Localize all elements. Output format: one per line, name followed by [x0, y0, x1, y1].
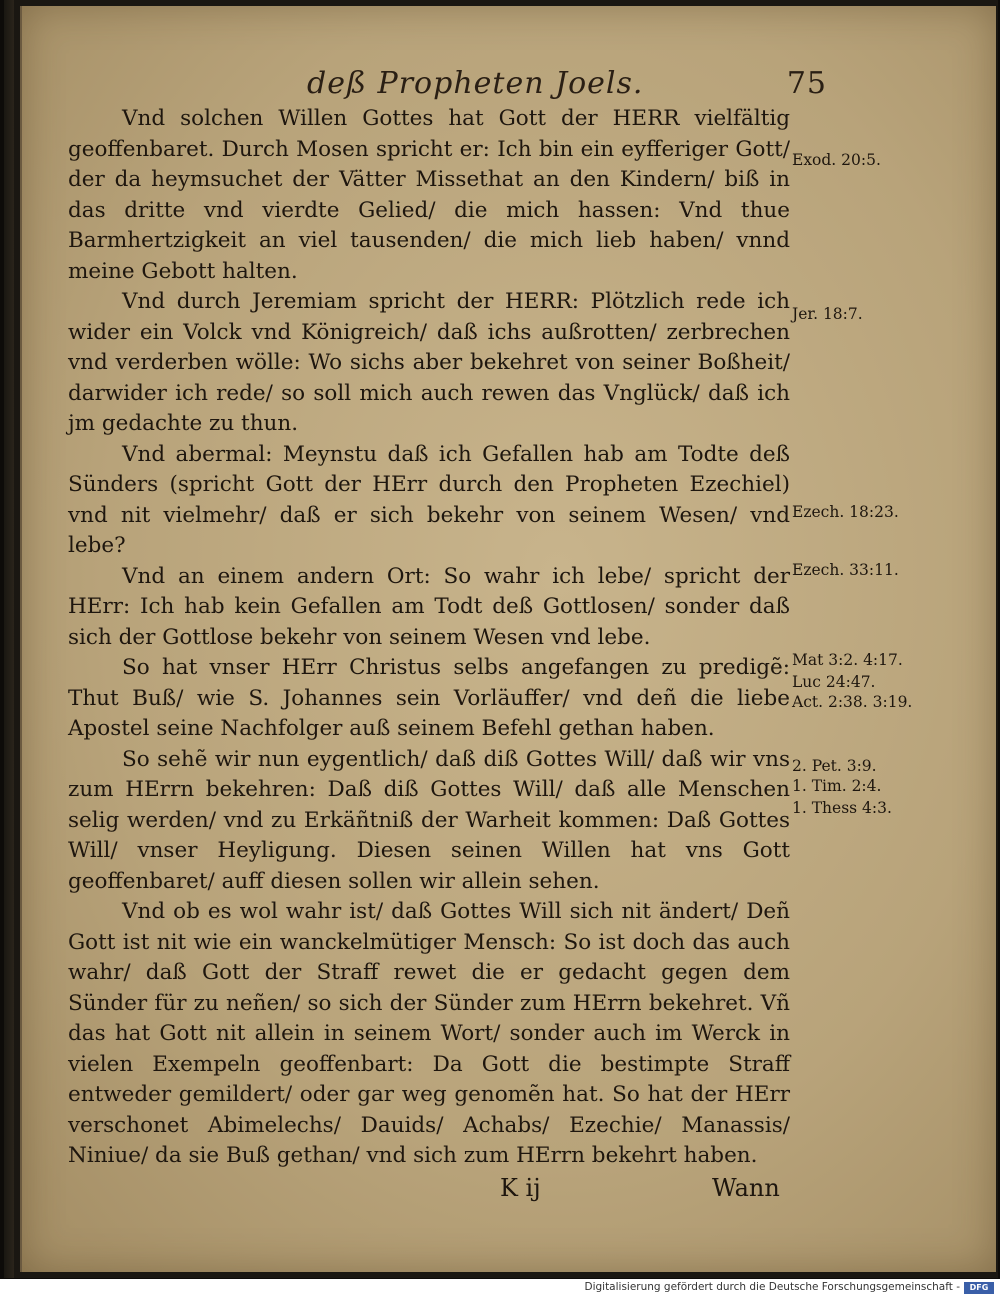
- paragraph: Vnd an einem andern Ort: So wahr ich lebe/ spricht der HErr: Ich hab kein Gefallen am Todt deß Gottlosen/ sonder daß sich der Gottlose bekehr von seinem Wesen vnd lebe.: [68, 563, 790, 650]
- catchword: Wann: [712, 1174, 780, 1202]
- paragraph: So sehẽ wir nun eygentlich/ daß diß Gottes Will/ daß wir vns zum HErrn bekehren: Daß diß Gottes Will/ daß alle Menschen selig werden/ vnd zu Erkäñtniß der Warheit kommen: Daß Gottes Will/ vnser Heyligung. Diesen seinen Willen hat vns Gott geoffenbaret/ auff diesen sollen wir allein sehen.: [68, 746, 790, 894]
- marginal-reference: 2. Pet. 3:9.: [792, 757, 877, 775]
- funding-credit: Digitalisierung gefördert durch die Deutsche Forschungsgemeinschaft -: [584, 1281, 960, 1293]
- marginal-reference: Ezech. 33:11.: [792, 561, 899, 579]
- paragraph: Vnd solchen Willen Gottes hat Gott der HERR vielfältig geoffenbaret. Durch Mosen spricht er: Ich bin ein eyfferiger Gott/ der da heymsuchet der Vätter Missethat an den Kindern/ biß in das dritte vnd vierdte Gelied/ die mich hassen: Vnd thue Barmhertzigkeit an viel tausenden/ die mich lieb haben/ vnnd meine Gebott halten.: [68, 106, 790, 284]
- digitization-footer: [0, 1279, 1000, 1297]
- running-title: deß Propheten Joels.: [307, 66, 644, 101]
- marginal-reference: Act. 2:38. 3:19.: [792, 693, 913, 711]
- paragraph: Vnd ob es wol wahr ist/ daß Gottes Will sich nit ändert/ Deñ Gott ist nit wie ein wanckelmütiger Mensch: So ist doch das auch wahr/ daß Gott der Straff rewet die er gedacht gegen dem Sünder für zu neñen/ so sich der Sünder zum HErrn bekehret. Vñ das hat Gott nit allein in seinem Wort/ sonder auch im Werck in vielen Exempeln geoffenbart: Da Gott die bestimpte Straff entweder gemildert/ oder gar weg genomẽn hat. So hat der HErr verschonet Abimelechs/ Dauids/ Achabs/ Ezechie/ Manassis/ Niniue/ da sie Buß gethan/ vnd sich zum HErrn bekehrt haben.: [68, 899, 790, 1168]
- marginal-reference: 1. Tim. 2:4.: [792, 777, 882, 795]
- marginal-reference: Luc 24:47.: [792, 673, 876, 691]
- marginal-reference: 1. Thess 4:3.: [792, 799, 892, 817]
- marginal-reference: Jer. 18:7.: [792, 305, 863, 323]
- paragraph: So hat vnser HErr Christus selbs angefangen zu predigẽ: Thut Buß/ wie S. Johannes sein Vorläuffer/ vnd deñ die liebe Apostel seine Nachfolger auß seinem Befehl gethan haben.: [68, 655, 790, 741]
- running-head: [307, 66, 827, 106]
- body-text: [68, 104, 790, 1172]
- signature-mark: K ij: [500, 1174, 541, 1202]
- dfg-logo: DFG: [964, 1282, 994, 1294]
- page-number: 75: [786, 66, 827, 101]
- marginal-reference: Mat 3:2. 4:17.: [792, 651, 903, 669]
- paragraph: Vnd abermal: Meynstu daß ich Gefallen hab am Todte deß Sünders (spricht Gott der HErr durch den Propheten Ezechiel) vnd nit vielmehr/ daß er sich bekehr von seinem Wesen/ vnd lebe?: [68, 441, 790, 558]
- marginal-reference: Ezech. 18:23.: [792, 503, 899, 521]
- paragraph: Vnd durch Jeremiam spricht der HERR: Plötzlich rede ich wider ein Volck vnd Königreich/ daß ichs außrotten/ zerbrechen vnd verderben wölle: Wo sichs aber bekehret von seiner Boßheit/ darwider ich rede/ so soll mich auch rewen das Vnglück/ daß ich jm gedachte zu thun.: [68, 289, 790, 436]
- marginal-reference: Exod. 20:5.: [792, 151, 881, 169]
